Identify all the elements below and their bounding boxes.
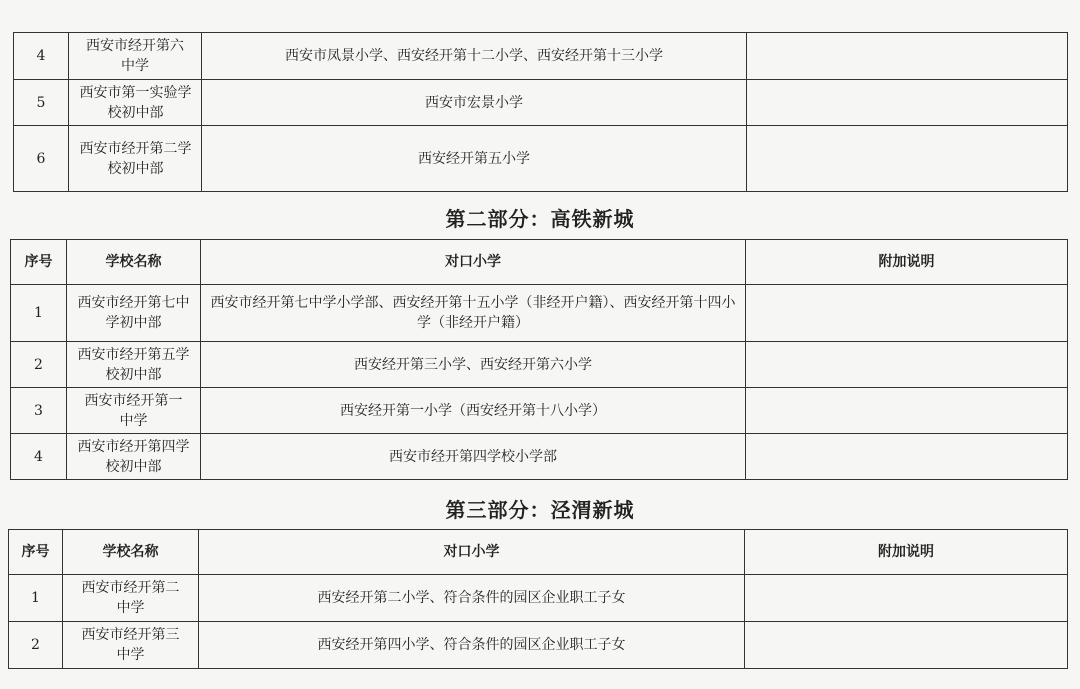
- school-name: 西安市经开第六中学: [69, 33, 202, 80]
- school-name: 西安市经开第四学校初中部: [67, 434, 201, 480]
- note-cell: [747, 80, 1068, 126]
- primary-school: 西安市经开第七中学小学部、西安经开第十五小学（非经开户籍）、西安经开第十四小学（非经开户籍）: [201, 285, 746, 342]
- header-primary: 对口小学: [199, 530, 745, 575]
- row-number: 1: [9, 575, 63, 622]
- table-row: [9, 575, 1068, 622]
- school-name: 西安市经开第二中学: [63, 575, 199, 622]
- part1-table: [13, 32, 1068, 192]
- section-title-part2: 第二部分：高铁新城: [445, 207, 635, 231]
- section-title-part3: 第三部分：泾渭新城: [445, 498, 635, 522]
- table-header-row: [9, 530, 1068, 575]
- note-cell: [746, 388, 1068, 434]
- row-number: 6: [14, 126, 69, 192]
- school-name: 西安市经开第二学校初中部: [69, 126, 202, 192]
- note-cell: [747, 33, 1068, 80]
- table-row: [14, 33, 1068, 80]
- header-note: 附加说明: [746, 240, 1068, 285]
- table-header-row: [11, 240, 1068, 285]
- header-no: 序号: [11, 240, 67, 285]
- school-name: 西安市经开第七中学初中部: [67, 285, 201, 342]
- row-number: 2: [11, 342, 67, 388]
- table-row: [14, 80, 1068, 126]
- note-cell: [745, 622, 1068, 669]
- school-name: 西安市第一实验学校初中部: [69, 80, 202, 126]
- note-cell: [745, 575, 1068, 622]
- school-name: 西安市经开第五学校初中部: [67, 342, 201, 388]
- note-cell: [746, 342, 1068, 388]
- note-cell: [747, 126, 1068, 192]
- part2-table: [10, 239, 1068, 480]
- note-cell: [746, 434, 1068, 480]
- primary-school: 西安经开第二小学、符合条件的园区企业职工子女: [199, 575, 745, 622]
- table-row: [11, 434, 1068, 480]
- primary-school: 西安市经开第四学校小学部: [201, 434, 746, 480]
- primary-school: 西安经开第一小学（西安经开第十八小学）: [201, 388, 746, 434]
- table-row: [11, 285, 1068, 342]
- primary-school: 西安经开第四小学、符合条件的园区企业职工子女: [199, 622, 745, 669]
- header-school: 学校名称: [63, 530, 199, 575]
- header-note: 附加说明: [745, 530, 1068, 575]
- school-name: 西安市经开第一中学: [67, 388, 201, 434]
- row-number: 5: [14, 80, 69, 126]
- primary-school: 西安市宏景小学: [202, 80, 747, 126]
- primary-school: 西安市凤景小学、西安经开第十二小学、西安经开第十三小学: [202, 33, 747, 80]
- primary-school: 西安经开第五小学: [202, 126, 747, 192]
- primary-school: 西安经开第三小学、西安经开第六小学: [201, 342, 746, 388]
- note-cell: [746, 285, 1068, 342]
- table-row: [11, 388, 1068, 434]
- row-number: 3: [11, 388, 67, 434]
- header-no: 序号: [9, 530, 63, 575]
- row-number: 4: [11, 434, 67, 480]
- table-row: [11, 342, 1068, 388]
- table-row: [14, 126, 1068, 192]
- part3-table: [8, 529, 1068, 669]
- row-number: 2: [9, 622, 63, 669]
- row-number: 1: [11, 285, 67, 342]
- school-name: 西安市经开第三中学: [63, 622, 199, 669]
- header-primary: 对口小学: [201, 240, 746, 285]
- row-number: 4: [14, 33, 69, 80]
- header-school: 学校名称: [67, 240, 201, 285]
- table-row: [9, 622, 1068, 669]
